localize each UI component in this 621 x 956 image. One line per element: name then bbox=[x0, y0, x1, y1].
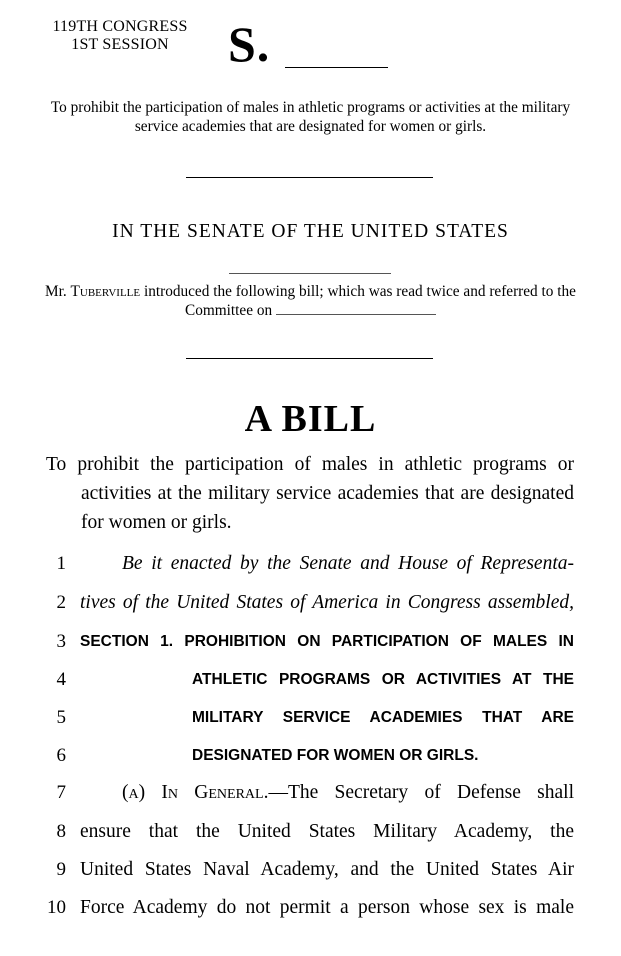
line-text: DESIGNATED FOR WOMEN OR GIRLS. bbox=[192, 747, 479, 764]
line-text: MILITARY SERVICE ACADEMIES THAT ARE bbox=[192, 709, 574, 726]
line-number: 6 bbox=[56, 745, 66, 766]
line-text bbox=[122, 782, 574, 804]
subsection-heading: (a) In General. bbox=[122, 782, 269, 803]
line-text: tives of the United States of America in Congress assembled, bbox=[80, 592, 574, 613]
bill-number-prefix: S. bbox=[228, 16, 271, 72]
line-number: 4 bbox=[56, 669, 66, 690]
congress-number: 119TH CONGRESS bbox=[52, 18, 188, 35]
bill-heading: A BILL bbox=[244, 398, 377, 440]
line-text: SECTION 1. PROHIBITION ON PARTICIPATION OF MALES IN bbox=[80, 633, 574, 650]
chamber-heading: IN THE SENATE OF THE UNITED STATES bbox=[112, 221, 509, 242]
line-number: 7 bbox=[56, 782, 66, 803]
introduction-body: introduced the following bill; which was read twice and referred to the Committee on bbox=[143, 283, 576, 319]
line-number: 5 bbox=[56, 707, 66, 728]
sponsor-name: Tuberville bbox=[70, 283, 141, 300]
congress-label bbox=[46, 18, 194, 54]
line-number: 1 bbox=[56, 553, 66, 574]
divider-rule bbox=[186, 358, 433, 359]
enacting-clause-line bbox=[122, 553, 574, 575]
long-title: To prohibit the participation of males in athletic programs or activities at the military service academies that are designated for women or girls. bbox=[46, 454, 574, 533]
line-number: 9 bbox=[56, 859, 66, 880]
body-line bbox=[80, 897, 574, 919]
line-text: ATHLETIC PROGRAMS OR ACTIVITIES AT THE bbox=[192, 671, 574, 688]
line-number: 3 bbox=[56, 631, 66, 652]
line-text: Force Academy do not permit a person whose sex is male bbox=[80, 897, 574, 918]
section-heading-line bbox=[192, 747, 574, 765]
line-number: 10 bbox=[47, 897, 66, 918]
subsection-line bbox=[122, 782, 574, 804]
body-line bbox=[80, 821, 574, 843]
divider-thin bbox=[229, 273, 391, 274]
section-heading-line bbox=[192, 709, 574, 727]
line-text: Be it enacted by the Senate and House of Representa- bbox=[122, 553, 574, 574]
short-title: To prohibit the participation of males in athletic programs or activities at the military service academies that are designated for women or girls. bbox=[50, 99, 571, 135]
section-heading-line bbox=[80, 633, 574, 651]
divider-rule bbox=[186, 177, 433, 178]
subsection-text: —The Secretary of Defense shall bbox=[268, 782, 574, 803]
line-number: 2 bbox=[56, 592, 66, 613]
introduction-text bbox=[40, 282, 581, 320]
enacting-clause-line bbox=[80, 592, 574, 614]
sponsor-prefix: Mr. bbox=[45, 283, 67, 300]
line-number: 8 bbox=[56, 821, 66, 842]
line-text: ensure that the United States Military Academy, the bbox=[80, 821, 574, 842]
committee-blank bbox=[276, 302, 436, 315]
bill-number-blank bbox=[285, 67, 388, 68]
line-text: United States Naval Academy, and the United States Air bbox=[80, 859, 574, 880]
session-label: 1ST SESSION bbox=[71, 36, 169, 53]
body-line bbox=[80, 859, 574, 881]
section-heading-line bbox=[192, 671, 574, 689]
